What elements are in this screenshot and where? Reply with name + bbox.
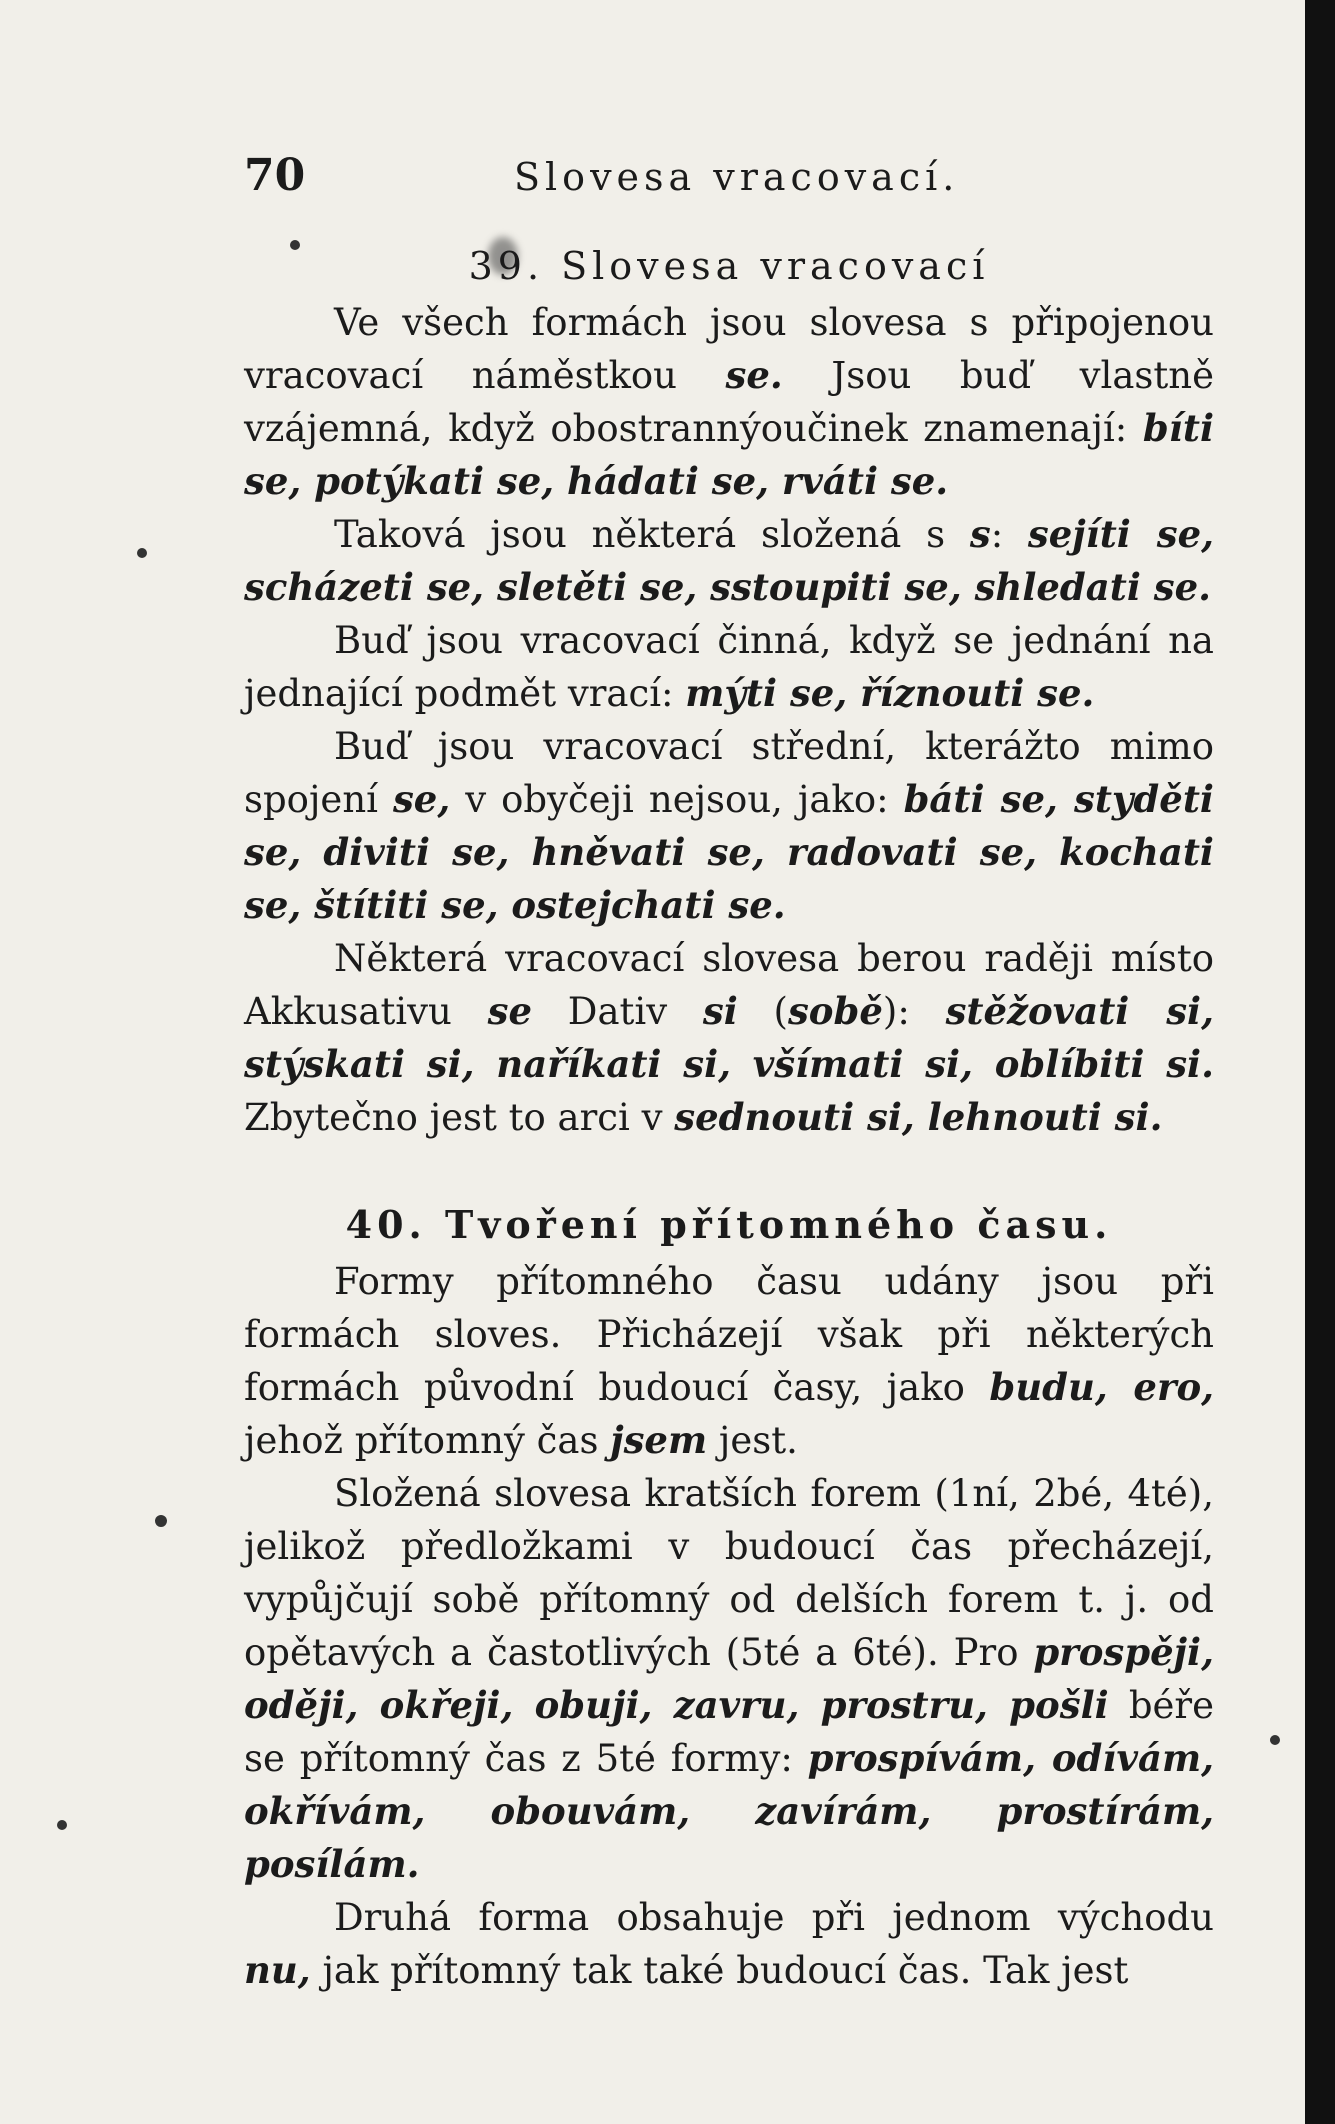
paragraph: [244, 296, 1214, 508]
text-run: Taková jsou některá složená s: [334, 513, 970, 556]
italic-run: se.: [725, 353, 783, 397]
italic-run: s: [969, 512, 991, 556]
text-run: Některá vracovací slovesa berou raději místo Akkusativu: [244, 937, 1214, 1033]
speck-mark: [137, 548, 147, 558]
italic-run: báti se, styděti se, diviti se, hněvati se, radovati se, kochati se, štítiti se, ostejchati se.: [244, 777, 1214, 927]
text-run: Formy přítomného času udány jsou při formách sloves. Přicházejí však při některých formách původní budoucí časy, jako: [244, 1260, 1214, 1409]
paragraph: [244, 614, 1214, 720]
running-head: [244, 150, 1214, 222]
section-40-body: [244, 1255, 1214, 1997]
text-run: Druhá forma obsahuje při jednom východu: [334, 1896, 1214, 1939]
paragraph: [244, 720, 1214, 932]
section-40-heading: 40. Tvoření přítomného času.: [345, 1202, 1113, 1247]
text-run: Dativ: [532, 990, 703, 1033]
text-run: Zbytečno jest to arci v: [244, 1096, 675, 1139]
speck-mark: [57, 1820, 67, 1830]
italic-run: stěžovati si, stýskati si, naříkati si, všímati si, oblíbiti si.: [244, 989, 1214, 1086]
italic-run: sobě: [787, 989, 883, 1033]
italic-run: se: [487, 989, 533, 1033]
italic-run: sejíti se, scházeti se, sletěti se, sstoupiti se, shledati se.: [244, 512, 1214, 609]
text-run: v obyčeji nejsou, jako:: [450, 778, 904, 821]
paragraph: [244, 1467, 1214, 1891]
scan-edge: [1305, 0, 1335, 2124]
text-run: ):: [882, 990, 946, 1033]
paragraph: [244, 508, 1214, 614]
paragraph: [244, 1255, 1214, 1467]
italic-run: si: [702, 989, 738, 1033]
italic-run: prospěji, oději, okřeji, obuji, zavru, prostru, pošli: [244, 1630, 1214, 1727]
italic-run: budu, ero,: [989, 1365, 1215, 1409]
text-run: Ve všech formách jsou slovesa s připojenou vracovací náměstkou: [244, 301, 1214, 397]
page-number: 70: [244, 150, 306, 201]
italic-run: se,: [392, 777, 451, 821]
section-39-body: [244, 296, 1214, 1144]
paragraph: [244, 1891, 1214, 1997]
italic-run: mýti se, říznouti se.: [685, 671, 1095, 715]
italic-run: prospívám, odívám, okřívám, obouvám, zavírám, prostírám, posílám.: [244, 1736, 1214, 1886]
running-title: Slovesa vracovací.: [514, 155, 960, 199]
text-run: béře se přítomný čas z 5té formy:: [244, 1684, 1214, 1780]
text-run: Buď jsou vracovací střední, kterážto mimo spojení: [244, 725, 1214, 821]
speck-mark: [1270, 1735, 1280, 1745]
paragraph: [244, 932, 1214, 1144]
italic-run: nu,: [244, 1948, 311, 1992]
text-run: Jsou buď vlastně vzájemná, když obostrannýoučinek znamenají:: [244, 354, 1214, 450]
text-run: jak přítomný tak také budoucí čas. Tak jest: [310, 1949, 1129, 1992]
speck-mark: [155, 1515, 167, 1527]
text-run: jest.: [707, 1419, 798, 1462]
text-run: Složená slovesa kratších forem (1ní, 2bé, 4té), jelikož předložkami v budoucí čas přecházejí, vypůjčují sobě přítomný od delších forem t. j. od opětavých a častotlivých (5té a 6té). Pro: [244, 1472, 1214, 1674]
italic-run: jsem: [610, 1418, 708, 1462]
text-run: jehož přítomný čas: [244, 1419, 611, 1462]
section-39-heading: 39. Slovesa vracovací: [468, 244, 990, 288]
italic-run: sednouti si, lehnouti si.: [674, 1095, 1163, 1139]
text-run: :: [990, 513, 1028, 556]
italic-run: bíti se, potýkati se, hádati se, rváti se.: [244, 406, 1214, 503]
text-run: (: [737, 990, 788, 1033]
text-run: Buď jsou vracovací činná, když se jednání na jednající podmět vrací:: [244, 619, 1214, 715]
page-content: [244, 150, 1214, 1997]
